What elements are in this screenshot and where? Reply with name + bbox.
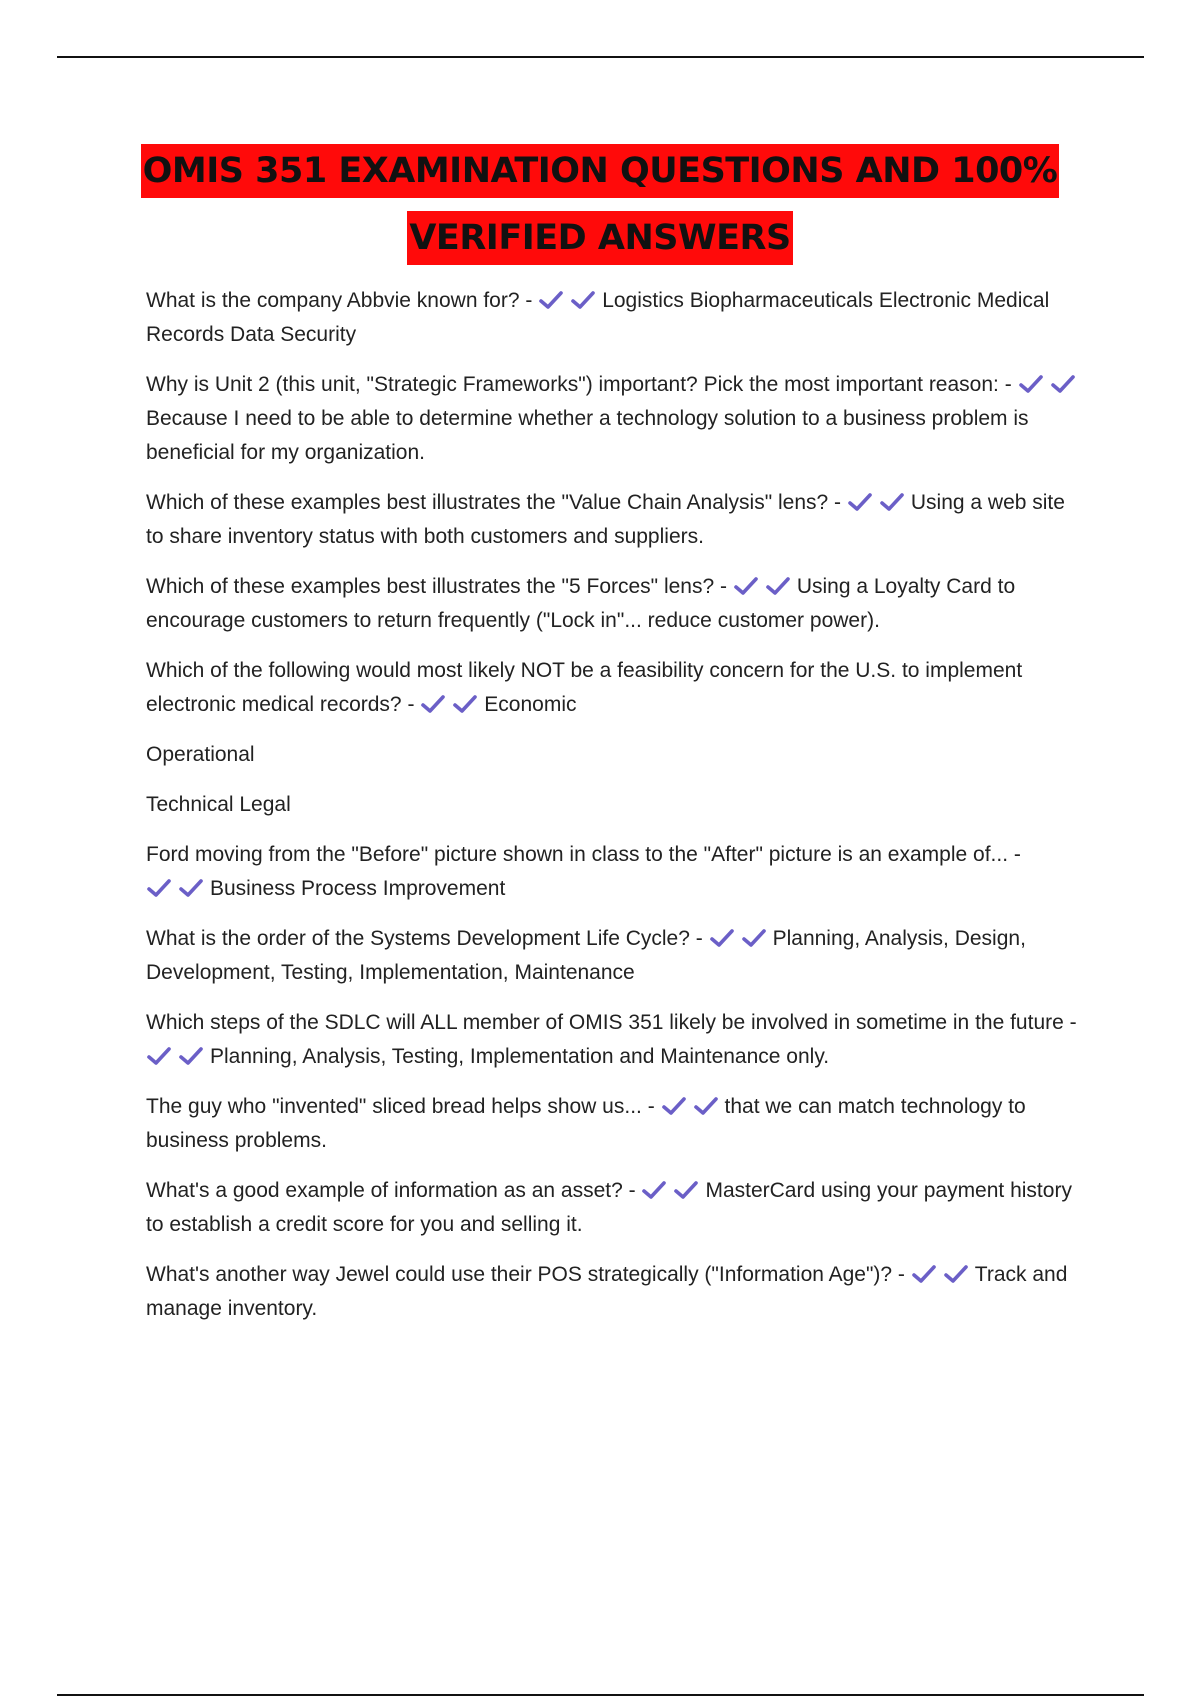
verified-checks: [146, 1045, 210, 1068]
check-mark-icon: [1050, 374, 1076, 394]
check-mark-icon: [146, 1046, 172, 1066]
answer-text: MasterCard using your payment history to establish a credit score for you and selling it.: [146, 1179, 1072, 1236]
answer-text: Using a web site to share inventory status with both customers and suppliers.: [146, 491, 1065, 548]
answer-text: that we can match technology to business problems.: [146, 1095, 1026, 1152]
option-text: Technical Legal: [146, 793, 291, 816]
question-answer-item: [146, 284, 1082, 352]
check-mark-icon: [911, 1264, 937, 1284]
question-answer-item: [146, 1174, 1082, 1242]
verified-checks: [538, 289, 602, 312]
check-mark-icon: [741, 928, 767, 948]
title-line-1: OMIS 351 EXAMINATION QUESTIONS AND 100%: [141, 144, 1060, 198]
answer-text: Business Process Improvement: [210, 877, 506, 900]
check-mark-icon: [570, 290, 596, 310]
question-text: What is the order of the Systems Development Life Cycle? -: [146, 927, 703, 950]
question-text: Which of these examples best illustrates the "Value Chain Analysis" lens? -: [146, 491, 842, 514]
answer-text: Because I need to be able to determine whether a technology solution to a business problem is beneficial for my organization.: [146, 407, 1029, 464]
verified-checks: [911, 1263, 975, 1286]
question-text: Ford moving from the "Before" picture shown in class to the "After" picture is an example of... -: [146, 843, 1021, 866]
question-text: Which of these examples best illustrates the "5 Forces" lens? -: [146, 575, 727, 598]
check-mark-icon: [641, 1180, 667, 1200]
question-answer-item: [146, 486, 1082, 554]
question-text: Why is Unit 2 (this unit, "Strategic Frameworks") important? Pick the most important reason: -: [146, 373, 1012, 396]
verified-checks: [847, 491, 911, 514]
verified-checks: [733, 575, 797, 598]
answer-text: Economic: [484, 693, 577, 716]
answer-option-line: [146, 788, 1082, 822]
question-text: What is the company Abbvie known for? -: [146, 289, 533, 312]
question-answer-item: [146, 1006, 1082, 1074]
check-mark-icon: [733, 576, 759, 596]
question-answer-item: [146, 1258, 1082, 1326]
question-text: What's another way Jewel could use their POS strategically ("Information Age")? -: [146, 1263, 905, 1286]
question-answer-item: [146, 570, 1082, 638]
check-mark-icon: [178, 1046, 204, 1066]
answer-option-line: [146, 738, 1082, 772]
check-mark-icon: [452, 694, 478, 714]
check-mark-icon: [709, 928, 735, 948]
answer-text: Track and manage inventory.: [146, 1263, 1068, 1320]
check-mark-icon: [146, 878, 172, 898]
answer-text: Logistics Biopharmaceuticals Electronic Medical Records Data Security: [146, 289, 1050, 346]
footer-rule: [57, 1694, 1144, 1696]
verified-checks: [420, 693, 484, 716]
check-mark-icon: [1018, 374, 1044, 394]
check-mark-icon: [765, 576, 791, 596]
check-mark-icon: [420, 694, 446, 714]
check-mark-icon: [693, 1096, 719, 1116]
qa-list: [146, 284, 1082, 1342]
check-mark-icon: [673, 1180, 699, 1200]
check-mark-icon: [661, 1096, 687, 1116]
check-mark-icon: [538, 290, 564, 310]
document-title: [0, 140, 1200, 274]
question-answer-item: [146, 368, 1082, 470]
check-mark-icon: [178, 878, 204, 898]
question-answer-item: [146, 1090, 1082, 1158]
question-text: The guy who "invented" sliced bread helps show us... -: [146, 1095, 655, 1118]
answer-text: Using a Loyalty Card to encourage customers to return frequently ("Lock in"... reduce customer power).: [146, 575, 1016, 632]
verified-checks: [661, 1095, 725, 1118]
question-answer-item: [146, 922, 1082, 990]
verified-checks: [641, 1179, 705, 1202]
question-answer-item: [146, 654, 1082, 722]
question-text: What's a good example of information as an asset? -: [146, 1179, 636, 1202]
answer-text: Planning, Analysis, Design, Development, Testing, Implementation, Maintenance: [146, 927, 1026, 984]
verified-checks: [1018, 373, 1082, 396]
header-rule: [57, 56, 1144, 58]
title-line-2: VERIFIED ANSWERS: [407, 211, 792, 265]
question-text: Which steps of the SDLC will ALL member of OMIS 351 likely be involved in sometime in the future -: [146, 1011, 1077, 1034]
verified-checks: [146, 877, 210, 900]
answer-text: Planning, Analysis, Testing, Implementation and Maintenance only.: [210, 1045, 830, 1068]
question-text: Which of the following would most likely NOT be a feasibility concern for the U.S. to implement electronic medical records? -: [146, 659, 1023, 716]
verified-checks: [709, 927, 773, 950]
check-mark-icon: [879, 492, 905, 512]
option-text: Operational: [146, 743, 255, 766]
check-mark-icon: [943, 1264, 969, 1284]
check-mark-icon: [847, 492, 873, 512]
question-answer-item: [146, 838, 1082, 906]
